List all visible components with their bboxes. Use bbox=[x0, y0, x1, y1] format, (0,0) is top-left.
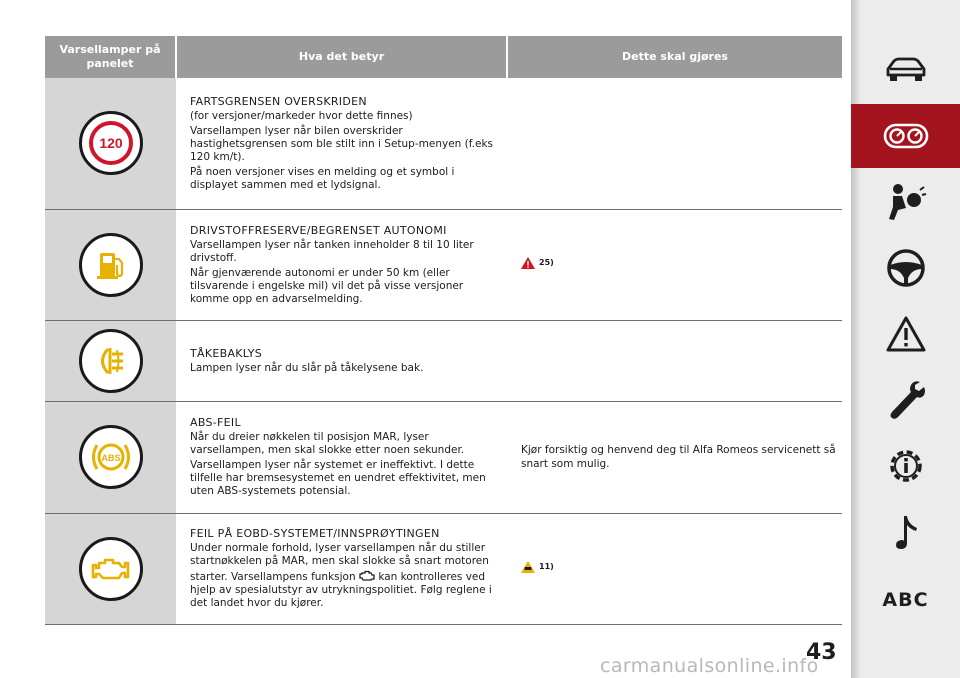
sidebar-item-steering[interactable] bbox=[851, 236, 960, 300]
table-row bbox=[45, 513, 842, 624]
sidebar-item-multimedia[interactable] bbox=[851, 500, 960, 564]
meaning-cell bbox=[176, 513, 507, 624]
amber-warning-icon bbox=[521, 561, 535, 573]
warning-reference bbox=[521, 256, 554, 270]
red-warning-icon bbox=[521, 257, 535, 269]
speed-limit-value: 120 bbox=[98, 135, 123, 152]
engine-check-icon bbox=[79, 537, 143, 601]
abs-text: ABS bbox=[100, 453, 121, 463]
table-row bbox=[45, 401, 842, 513]
car-icon bbox=[884, 55, 928, 85]
row-paragraph: Lampen lyser når du slår på tåkelysene bak. bbox=[190, 361, 424, 374]
warning-reference-number: 11) bbox=[539, 562, 554, 571]
engine-inline-icon bbox=[359, 570, 375, 581]
row-paragraph: (for versjoner/markeder hvor dette finnes) bbox=[190, 109, 413, 122]
row-title: DRIVSTOFFRESERVE/BEGRENSET AUTONOMI bbox=[190, 223, 447, 237]
steering-wheel-icon bbox=[886, 248, 926, 288]
wrench-icon bbox=[886, 378, 926, 422]
row-paragraph-inline bbox=[190, 570, 499, 610]
action-cell bbox=[507, 401, 842, 513]
gear-info-icon bbox=[885, 445, 927, 487]
meaning-cell bbox=[176, 209, 507, 320]
meaning-cell bbox=[176, 320, 507, 401]
music-note-icon bbox=[891, 512, 921, 552]
table-header-row bbox=[45, 36, 842, 78]
row-paragraph: Når du dreier nøkkelen til posisjon MAR, lyser varsellampen, men skal slokke etter noen sekunder. bbox=[190, 431, 465, 456]
page-number: 43 bbox=[806, 640, 837, 665]
row-title: FEIL PÅ EOBD-SYSTEMET/INNSPRØYTINGEN bbox=[190, 527, 440, 540]
header-lamps: Varsellamper på panelet bbox=[45, 36, 176, 78]
action-cell bbox=[507, 209, 842, 320]
abs-icon bbox=[79, 425, 143, 489]
row-paragraph: Varsellampen lyser når systemet er ineffektivt. I dette tilfelle har bremsesystemet en uendret effektivitet, men uten ABS-systemets potensial. bbox=[190, 459, 486, 497]
table-row bbox=[45, 209, 842, 320]
table-row bbox=[45, 78, 842, 209]
action-cell bbox=[507, 320, 842, 401]
icon-cell bbox=[45, 401, 176, 513]
row-title: TÅKEBAKLYS bbox=[190, 346, 263, 360]
sidebar-item-warnings[interactable] bbox=[851, 302, 960, 366]
sidebar-item-technical-data[interactable] bbox=[851, 434, 960, 498]
airbag-icon bbox=[884, 182, 928, 222]
meaning-cell bbox=[176, 78, 507, 209]
warning-triangle-icon bbox=[885, 315, 927, 353]
action-cell bbox=[507, 513, 842, 624]
table-row bbox=[45, 320, 842, 401]
header-meaning: Hva det betyr bbox=[176, 36, 507, 78]
icon-cell bbox=[45, 513, 176, 624]
watermark: carmanualsonline.info bbox=[600, 655, 819, 677]
chapter-sidebar bbox=[851, 0, 960, 678]
fuel-pump-icon bbox=[79, 233, 143, 297]
action-text: Kjør forsiktig og henvend deg til Alfa Romeos servicenett så snart som mulig. bbox=[521, 444, 836, 470]
rear-fog-light-icon bbox=[79, 329, 143, 393]
meaning-cell bbox=[176, 401, 507, 513]
sidebar-item-airbag[interactable] bbox=[851, 170, 960, 234]
row-title: ABS-FEIL bbox=[190, 416, 241, 429]
icon-cell bbox=[45, 209, 176, 320]
header-action: Dette skal gjøres bbox=[507, 36, 842, 78]
sidebar-item-car[interactable] bbox=[851, 38, 960, 102]
sidebar-item-dashboard[interactable] bbox=[851, 104, 960, 168]
speed-limit-120-icon bbox=[79, 111, 143, 175]
icon-cell bbox=[45, 320, 176, 401]
action-cell bbox=[507, 78, 842, 209]
warning-reference-number: 25) bbox=[539, 258, 554, 267]
warning-reference bbox=[521, 560, 554, 574]
row-title: FARTSGRENSEN OVERSKRIDEN bbox=[190, 94, 367, 108]
sidebar-item-maintenance[interactable] bbox=[851, 368, 960, 432]
row-paragraph: Under normale forhold, lyser varsellampen når du stiller startnøkkelen på MAR, men skal slokke så snart motoren bbox=[190, 542, 489, 567]
row-paragraph: Varsellampen lyser når bilen overskrider hastighetsgrensen som ble stilt inn i Setup-menyen (f.eks 120 km/t). bbox=[190, 124, 494, 163]
row-paragraph: Når gjenværende autonomi er under 50 km (eller tilsvarende i engelske mil) vil det på visse versjoner komme opp en advarselmelding. bbox=[190, 266, 464, 305]
row-paragraph-end: kan kontrolleres ved hjelp av spesialutstyr av utrykningspolitiet. Følg reglene i det landet hvor du kjører. bbox=[190, 571, 492, 609]
warning-lamp-table bbox=[45, 36, 842, 625]
sidebar-item-index[interactable] bbox=[851, 568, 960, 632]
row-paragraph: Varsellampen lyser når tanken inneholder 8 til 10 liter drivstoff. bbox=[190, 238, 474, 264]
row-paragraph-start: starter. Varsellampens funksjon bbox=[190, 571, 356, 583]
dashboard-icon bbox=[883, 122, 929, 150]
icon-cell bbox=[45, 78, 176, 209]
abc-label: ABC bbox=[882, 589, 929, 611]
row-paragraph: På noen versjoner vises en melding og et symbol i displayet sammen med et lydsignal. bbox=[190, 165, 455, 191]
